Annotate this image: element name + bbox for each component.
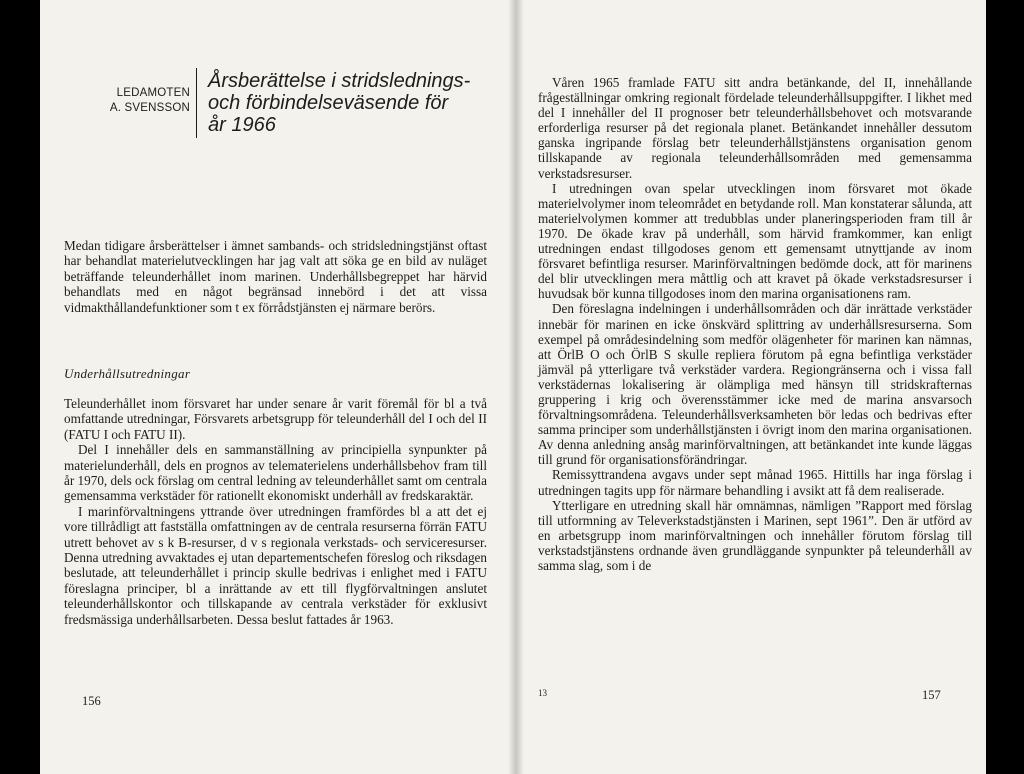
page-number-right: 157 <box>922 688 941 702</box>
body-paragraph: Teleunderhållet inom försvaret har under senare år varit föremål för bl a två omfattande utredningar, Försvarets arbetsgrupp för teleunderhåll del I och del II (FATU I och FATU II). <box>64 396 487 442</box>
author-name: A. SVENSSON <box>109 102 190 114</box>
body-paragraph: I marinförvaltningens yttrande över utredningen framfördes bl a att det ej vore tillrådligt att fastställa omfattningen av de centrala resurserna förrän FATU utrett behovet av s k B-resurser, d v s regionala verkstads- och serviceresurser. Denna utredning avvaktades ej utan departementschefen föreslog och riksdagen beslutade, att teleunderhållet i princip skulle bedrivas i enlighet med i FATU föreslagna principer, bl a inrättande av ett till flygförvaltningen anslutet teleunderhållskontor och tillskapande av centrala verkstäder för exklusivt fredsmässiga underhållsarbeten. Dessa beslut fattades år 1963. <box>64 503 487 627</box>
right-page <box>516 0 986 774</box>
page-number-left: 156 <box>82 694 101 708</box>
author-block <box>88 86 190 116</box>
title-line-1: Årsberättelse i stridslednings- <box>208 70 471 92</box>
signature-mark: 13 <box>538 688 547 698</box>
body-paragraph: Remissyttrandena avgavs under sept månad 1965. Hittills har inga förslag i utredningen tagits upp för närmare behandling i avsikt att få dem realiserade. <box>538 467 972 498</box>
intro-paragraph: Medan tidigare årsberättelser i ämnet sambands- och stridsledningstjänst oftast har behandlat materielutvecklingen har jag valt att söka ge en bild av nuläget beträffande teleunderhållet inom marinen. Underhållsbegreppet har härvid behandlats med en något begränsad innebörd i det att vissa vidmakthållandefunktioner som t ex förrådstjänsten ej närmare berörs. <box>64 238 487 315</box>
title-line-3: år 1966 <box>208 114 276 136</box>
body-paragraph: Ytterligare en utredning skall här omnämnas, nämligen ”Rapport med förslag till utformning av Televerkstadstjänsten i Marinen, sept 1961”. Den är utförd av en arbetsgrupp inom marinförvaltningen och innehåller förutom förslag till verkstadstjänstens ordnande även grundläggande synpunkter på teleunderhåll av samma slag, som i de <box>538 497 972 573</box>
left-page <box>40 0 516 774</box>
section-heading: Underhållsutredningar <box>64 366 191 381</box>
author-title: LEDAMOTEN <box>116 87 190 99</box>
body-paragraph: Våren 1965 framlade FATU sitt andra betänkande, del II, innehållande frågeställningar omkring regionalt fördelade teleunderhållsuppgifter. I likhet med del I innehåller del II prognoser betr teleunderhållsbehovet och motsvarande erforderliga resurser på det regionala planet. Betänkandet innehåller dessutom ganska ingripande förslag betr teleunderhållstjänstens organisation genom tillskapande av regionala teleunderhållsområden med gemensamma verkstadsresurser. <box>538 75 972 181</box>
body-paragraph: Del I innehåller dels en sammanställning av principiella synpunkter på materielunderhåll, dels en prognos av telematerielens underhållsbehov fram till år 1970, dels ock förslag om central ledning av teleunderhållet samt om centrala gemensamma verkstäder för rationellt ekonomiskt underhåll av fredskaraktär. <box>64 442 487 504</box>
title-line-2: och förbindelseväsende för <box>208 92 449 114</box>
title-divider <box>196 68 197 138</box>
book-gutter <box>508 0 524 774</box>
body-paragraph: I utredningen ovan spelar utvecklingen inom försvaret mot ökade materielvolymer inom teleområdet en betydande roll. Man konstaterar sålunda, att materielvolymen kommer att tredubblas under planeringsperioden fram till år 1970. De ökade krav på underhåll, som härvid framkommer, kan enligt utredningen endast tillgodoses genom ett gemensamt utnyttjande av inom försvaret befintliga resurser. Marinförvaltningen bedömde dock, att för marinens del blir utvecklingen mera måttlig och att kravet på ökade verkstadsresurser i huvudsak bör kunna tillgodoses inom den marina organisationens ram. <box>538 180 972 302</box>
article-title <box>208 70 508 136</box>
left-body <box>64 396 487 627</box>
body-paragraph: Den föreslagna indelningen i underhållsområden och där inrättade verkstäder innebär för marinen en icke önskvärd splittring av underhållsresurserna. Som exempel på områdesindelning som medför olägenheter för marinen kan nämnas, att ÖrlB O och ÖrlB S skulle repliera förutom på egna befintliga verkstäder jämväl på ytterligare två verkstäder vardera. Regiongränserna och i vissa fall verkstädernas lokalisering är olämpliga med hänsyn till stridskrafternas gruppering i krig och överensstämmer icke med de marina ansvarsoch förvaltningsområdena. Teleunderhållsverksamheten bör ledas och bedrivas efter samma principer som underhållstjänsten i övrigt inom den marina organisationen. Av denna anledning ansåg marinförvaltningen, att betänkandet inte kunde läggas till grund för organisationsförändringar. <box>538 301 972 468</box>
right-body <box>538 75 972 573</box>
